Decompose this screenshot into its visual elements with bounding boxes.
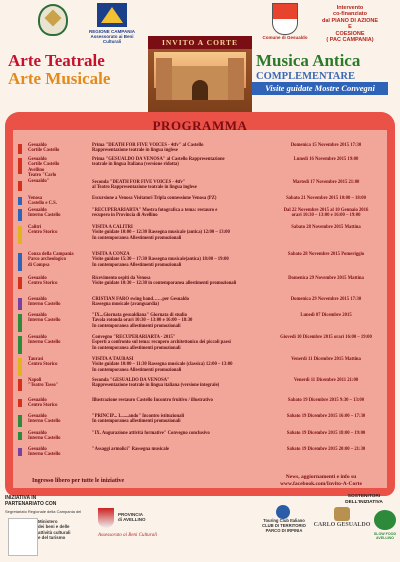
event-place: Gesualdo Interno Castello <box>28 447 61 458</box>
intervento-line: E <box>348 24 352 31</box>
event-color-bar <box>18 197 22 205</box>
title-arte-teatrale: Arte Teatrale <box>8 51 105 70</box>
event-description: "RECUPERARIARTA" Mostra fotografica a tema: restauro e recupero in Provincia di Avellino <box>92 208 218 219</box>
provincia-line: PROVINCIA <box>118 512 144 517</box>
comune-label: Comune di Gesualdo <box>262 35 308 40</box>
event-date: Dal 22 Novembre 2015 al 10 Gennaio 2016 orari 10:30 – 13:00 e 16:00 – 19:00 <box>283 208 369 219</box>
event-description: VISITA A CONZA Visite guidate 15:30 – 17:30 Rassegna musicale(antica) 18:00 – 19:00 In contemporanea Allestimenti promozionali <box>92 252 229 268</box>
event-color-bar <box>18 314 22 332</box>
mibact-label <box>38 519 70 541</box>
event-description: Convegno "RECUPERARIARTA - 2015" Esperti a confronto sul tema: recupero architettonico dei piccoli paesi In contemporanea allestimenti promozionali <box>92 335 231 351</box>
intervento-line: Intervento <box>336 5 364 11</box>
castle-tower-left <box>156 58 172 100</box>
castle-image <box>148 36 252 116</box>
intervento-line: ( PAC CAMPANIA) <box>326 37 374 44</box>
event-color-bar <box>18 226 22 244</box>
event-date: Sabato 28 Novembre 2015 Pomeriggio <box>287 252 365 257</box>
event-description: Prima "GESUALDO DA VENOSA" al Castello Rappresentazione teatrale in lingua Italiana (versione ridotta) <box>92 157 225 168</box>
event-description: Escursione a Venosa Visitatori Tripla connessione Venosa (PZ) <box>92 196 217 201</box>
event-place: Gesualdo Interno Castello <box>28 208 61 219</box>
event-date: Sabato 19 Dicembre 2015 18:00 – 19:00 <box>286 431 366 436</box>
event-color-bar <box>18 158 22 174</box>
event-color-bar <box>18 432 22 440</box>
mibact-line: Ministero <box>38 519 58 524</box>
event-date: Sabato 19 Dicembre 2015 9:30 – 13:00 <box>287 398 365 403</box>
carlo-gesualdo-logo-icon <box>334 507 350 521</box>
regione-sub: Assessorato ai Beni Culturali <box>90 34 134 44</box>
event-color-bar <box>18 336 22 354</box>
carlo-gesualdo-label: CARLO GESUALDO <box>313 522 371 528</box>
ingresso-note: Ingresso libero per tutte le iniziative <box>32 478 125 484</box>
touring-club-line: PARCO DI IRPINIA <box>265 528 303 533</box>
event-date: Lunedì 07 Dicembre 2015 <box>300 313 352 318</box>
event-place: Gesualdo Interno Castello <box>28 431 61 442</box>
touring-club-line: Touring Club Italiano <box>263 518 305 523</box>
event-color-bar <box>18 448 22 456</box>
event-place: Gesualdo Interno Castello <box>28 414 61 425</box>
event-description: Prima "DEATH FOR FIVE VOICES - 4tfv" al Castello Rappresentazione teatrale in lingua inglese <box>92 143 204 154</box>
partner-title-2: PARTENARIATO CON <box>5 500 57 507</box>
invito-a-corte-banner: INVITO A CORTE <box>148 36 252 49</box>
event-color-bar <box>18 358 22 376</box>
event-date: Domenica 29 Novembre 2015 17:30 <box>290 297 362 302</box>
event-description: "PRINCIP... I.......ando" Incontro istituzionali In contemporanea allestimenti promozionali <box>92 414 185 425</box>
event-description: CRISTIAN FARO swing band……per Gesualdo Rassegna musicale (avanguardia) <box>92 297 189 308</box>
event-place: Gesualdo Interno Castello <box>28 297 61 308</box>
mibact-line: dei beni e delle <box>38 524 70 530</box>
event-description: VISITA A TAURASI Visite guidate 10:00 – 11:30 Rassegna musicale (classica) 12:00 – 13:00 In contemporanea Allestimenti promozionali <box>92 357 233 373</box>
event-place: Conza della Campania Parco archeologico di Compsa <box>28 252 74 268</box>
sostenitori-title <box>330 494 398 506</box>
news-line: News, aggiornamenti e info su <box>285 474 357 480</box>
event-description: "Assaggi armolici" Rassegna musicale <box>92 447 169 452</box>
touring-club-logo-icon <box>276 505 290 519</box>
sostenitori-title-1: SOSTENITORI <box>347 494 381 499</box>
event-place: Gesualdo Interno Castello <box>28 335 61 346</box>
event-date: Domenica 29 Novembre 2015 Mattina <box>288 276 364 281</box>
event-date: Sabato 28 Novembre 2015 Mattina <box>291 225 361 230</box>
slow-food-line: SLOW FOOD <box>373 532 397 536</box>
slow-food-logo-icon <box>374 510 396 530</box>
partner-title <box>5 496 56 508</box>
event-date: Giovedì 10 Dicembre 2015 orari 16:00 – 19:00 <box>280 335 372 340</box>
event-place: Venosa Castello e C.S. <box>28 196 57 207</box>
event-color-bar <box>18 379 22 391</box>
castle-tower-right <box>228 58 244 100</box>
event-description: Ricevimento ospiti da Venosa Visite guidate 10:30 – 12:30 in contemporanea allestimenti promozionali <box>92 276 237 287</box>
intervento-note <box>305 5 395 43</box>
castle-gate <box>192 80 208 100</box>
event-place: Napoli "Teatro Tasso" <box>28 378 59 389</box>
event-date: Lunedì 16 Novembre 2015 19:00 <box>293 157 359 162</box>
event-place: Gesualdo Centro Storico <box>28 276 58 287</box>
event-description: VISITA A CALITRI Visite guidate 10:00 – 12:30 Rassegna musicale (antica) 12:00 – 13:00 In contemporanea Allestimenti promozionali <box>92 225 230 241</box>
event-place: Gesualdo Cortile Castello Avellino Teatro "Carlo Gesualdo" <box>28 157 60 184</box>
mibact-line: e del turismo <box>38 535 66 541</box>
touring-club-line: CLUB DI TERRITORIO <box>262 523 306 528</box>
regione-name: REGIONE CAMPANIA <box>89 29 135 34</box>
title-complementare: COMPLEMENTARE <box>256 71 355 82</box>
intervento-line: co-finanziato <box>333 11 367 18</box>
news-line: www.facebook.com/Invito-A-Corte <box>280 480 362 487</box>
intervento-line: COESIONE <box>335 30 365 37</box>
sostenitori-title-2: DELL'INIZIATIVA <box>345 499 383 505</box>
mibact-line: attività culturali <box>38 529 71 535</box>
dig-label: Assessorato ai Beni Culturali <box>98 533 158 538</box>
event-place: Gesualdo Centro Storico <box>28 398 58 409</box>
event-color-bar <box>18 298 22 310</box>
comune-shield-icon <box>272 3 298 35</box>
partner-sub: Segretariato Regionale della Campania del <box>5 509 82 514</box>
event-date: Martedì 17 Novembre 2015 21:00 <box>292 180 360 185</box>
slow-food-label <box>370 532 400 541</box>
partner-title-1: INIZIATIVA IN <box>5 495 37 501</box>
touring-club-label <box>255 518 313 533</box>
event-color-bar <box>18 209 22 221</box>
event-color-bar <box>18 399 22 407</box>
event-place: Calitri Centro Storico <box>28 225 58 236</box>
event-place: Gesualdo Interno Castello <box>28 313 61 324</box>
event-date: Sabato 19 Dicembre 2015 16:00 – 17:30 <box>286 414 366 419</box>
title-arte-musicale: Arte Musicale <box>8 69 111 88</box>
title-visite-guidate: Visite guidate Mostre Convegni <box>252 82 388 95</box>
event-date: Domenica 15 Novembre 2015 17:30 <box>290 143 362 148</box>
regione-label <box>83 29 141 44</box>
slow-food-line: AVELLINO <box>376 536 394 541</box>
title-musica-antica: Musica Antica <box>256 51 361 70</box>
event-date: Sabato 21 Novembre 2015 10:00 – 18:00 <box>286 196 366 201</box>
event-color-bar <box>18 181 22 191</box>
provincia-label <box>118 512 146 523</box>
event-description: Seconda "GESUALDO DA VENOSA" Rappresentazione teatrale in lingua italiana (versione integrale) <box>92 378 220 389</box>
event-color-bar <box>18 253 22 271</box>
event-color-bar <box>18 277 22 289</box>
provincia-line: di AVELLINO <box>118 517 146 523</box>
event-description: Illustrazione restauro Castello Incontro fruitivo / illustrativo <box>92 398 213 403</box>
event-description: "IX. Augurazione attività formative" Convegno conclusivo <box>92 431 210 436</box>
event-description: Seconda "DEATH FOR FIVE VOICES - 4tfv" al Teatro Rappresentazione teatrale in lingua inglese <box>92 180 197 191</box>
event-date: Sabato 19 Dicembre 2015 20:00 – 21:30 <box>286 447 366 452</box>
italian-republic-emblem-icon <box>38 4 68 36</box>
provincia-shield-icon <box>98 508 114 528</box>
regione-campania-logo-icon <box>97 3 127 27</box>
news-note <box>255 474 387 487</box>
event-place: Taurasi Centro Storico <box>28 357 58 368</box>
event-date: Venerdì 11 Dicembre 2011 21:00 <box>293 378 359 383</box>
event-description: "IX...Giornata gesualdiana" Giornata di studio Tavola rotonda orari 10:30 – 13:00 e 16:00 – 18:30 In contemporanea allestimenti promozionali <box>92 313 193 329</box>
intervento-line: dal PIANO DI AZIONE <box>321 17 379 24</box>
event-color-bar <box>18 144 22 154</box>
programma-title: PROGRAMMA <box>152 118 248 133</box>
event-color-bar <box>18 415 22 427</box>
mibact-logo-icon <box>8 518 38 556</box>
event-place: Gesualdo Cortile Castello <box>28 143 60 154</box>
event-date: Venerdì 11 Dicembre 2015 Mattina <box>291 357 361 362</box>
